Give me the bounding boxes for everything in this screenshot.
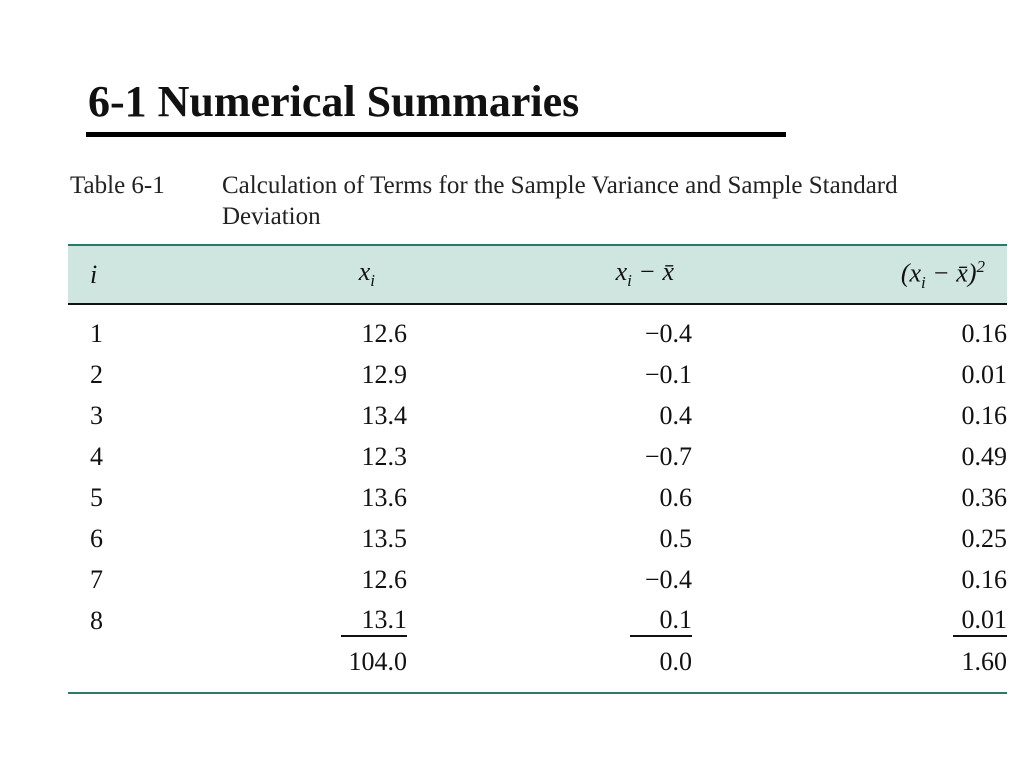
cell-deviation	[409, 354, 692, 395]
cell-squared	[692, 600, 1007, 641]
total-deviation-value: 0.0	[659, 646, 692, 676]
total-squared-value: 1.60	[961, 646, 1007, 676]
cell-squared-value: 0.49	[961, 441, 1007, 471]
cell-deviation	[409, 477, 692, 518]
cell-x	[160, 518, 409, 559]
cell-x	[160, 600, 409, 641]
cell-deviation-value: 0.6	[659, 482, 692, 512]
cell-squared	[692, 436, 1007, 477]
cell-i: 7	[90, 564, 103, 594]
header-sq-open: (x	[900, 258, 922, 288]
total-x	[160, 641, 409, 693]
cell-deviation	[409, 436, 692, 477]
table-row	[68, 477, 1007, 518]
header-xi-base: x	[358, 257, 371, 287]
cell-squared-value: 0.36	[961, 482, 1007, 512]
table-caption-text: Calculation of Terms for the Sample Variance and Sample Standard Deviation	[222, 172, 898, 230]
cell-x-value: 13.1	[341, 605, 407, 637]
cell-deviation	[409, 559, 692, 600]
cell-x	[160, 354, 409, 395]
header-i	[68, 245, 160, 304]
cell-x	[160, 559, 409, 600]
cell-deviation-value: 0.5	[659, 523, 692, 553]
header-squared-deviation	[692, 245, 1007, 304]
cell-x	[160, 436, 409, 477]
cell-x	[160, 304, 409, 354]
cell-squared	[692, 304, 1007, 354]
cell-i: 1	[90, 318, 103, 348]
total-x-value: 104.0	[348, 646, 407, 676]
cell-x-value: 13.6	[361, 482, 407, 512]
header-deviation	[409, 245, 692, 304]
header-sq-rest: − x̄)	[925, 258, 977, 288]
table-row	[68, 559, 1007, 600]
cell-deviation-value: 0.1	[630, 605, 692, 637]
total-squared	[692, 641, 1007, 693]
cell-i: 2	[90, 359, 103, 389]
cell-deviation-value: −0.1	[644, 359, 692, 389]
header-i-label: i	[90, 259, 98, 289]
cell-squared	[692, 395, 1007, 436]
total-deviation	[409, 641, 692, 693]
cell-squared-value: 0.25	[961, 523, 1007, 553]
cell-i: 4	[90, 441, 103, 471]
cell-squared-value: 0.01	[953, 605, 1007, 637]
slide-title: 6-1 Numerical Summaries	[88, 77, 580, 126]
cell-deviation-value: 0.4	[659, 400, 692, 430]
header-sq-sup: 2	[976, 256, 985, 276]
table-row	[68, 436, 1007, 477]
cell-deviation	[409, 304, 692, 354]
cell-squared-value: 0.16	[961, 400, 1007, 430]
header-xi	[160, 245, 409, 304]
cell-squared-value: 0.01	[961, 359, 1007, 389]
table-row	[68, 354, 1007, 395]
cell-x-value: 12.6	[361, 318, 407, 348]
cell-i: 5	[90, 482, 103, 512]
cell-x-value: 13.4	[361, 400, 407, 430]
cell-deviation	[409, 600, 692, 641]
cell-x-value: 12.9	[361, 359, 407, 389]
cell-squared-value: 0.16	[961, 564, 1007, 594]
header-dev-base: x	[615, 257, 628, 287]
cell-x-value: 13.5	[361, 523, 407, 553]
data-table-container	[68, 244, 1007, 694]
title-underline	[86, 132, 786, 137]
cell-x	[160, 395, 409, 436]
cell-squared	[692, 518, 1007, 559]
table-row	[68, 518, 1007, 559]
cell-i-empty	[68, 641, 160, 693]
table-label: Table 6-1	[70, 172, 165, 199]
header-dev-rest: − x̄	[631, 257, 674, 287]
cell-squared	[692, 559, 1007, 600]
cell-x	[160, 477, 409, 518]
table-row	[68, 600, 1007, 641]
header-dev-sub: i	[627, 271, 632, 291]
cell-deviation-value: −0.4	[644, 564, 692, 594]
table-total-row	[68, 641, 1007, 693]
cell-deviation	[409, 518, 692, 559]
cell-deviation	[409, 395, 692, 436]
data-table	[68, 244, 1007, 694]
cell-squared	[692, 477, 1007, 518]
cell-deviation-value: −0.7	[644, 441, 692, 471]
table-row	[68, 304, 1007, 354]
table-row	[68, 395, 1007, 436]
header-sq-sub: i	[921, 272, 926, 292]
cell-x-value: 12.3	[361, 441, 407, 471]
cell-squared	[692, 354, 1007, 395]
table-header-row	[68, 245, 1007, 304]
cell-i: 8	[90, 605, 103, 635]
cell-squared-value: 0.16	[961, 318, 1007, 348]
cell-deviation-value: −0.4	[644, 318, 692, 348]
cell-i: 3	[90, 400, 103, 430]
cell-i: 6	[90, 523, 103, 553]
cell-x-value: 12.6	[361, 564, 407, 594]
header-xi-sub: i	[370, 271, 375, 291]
